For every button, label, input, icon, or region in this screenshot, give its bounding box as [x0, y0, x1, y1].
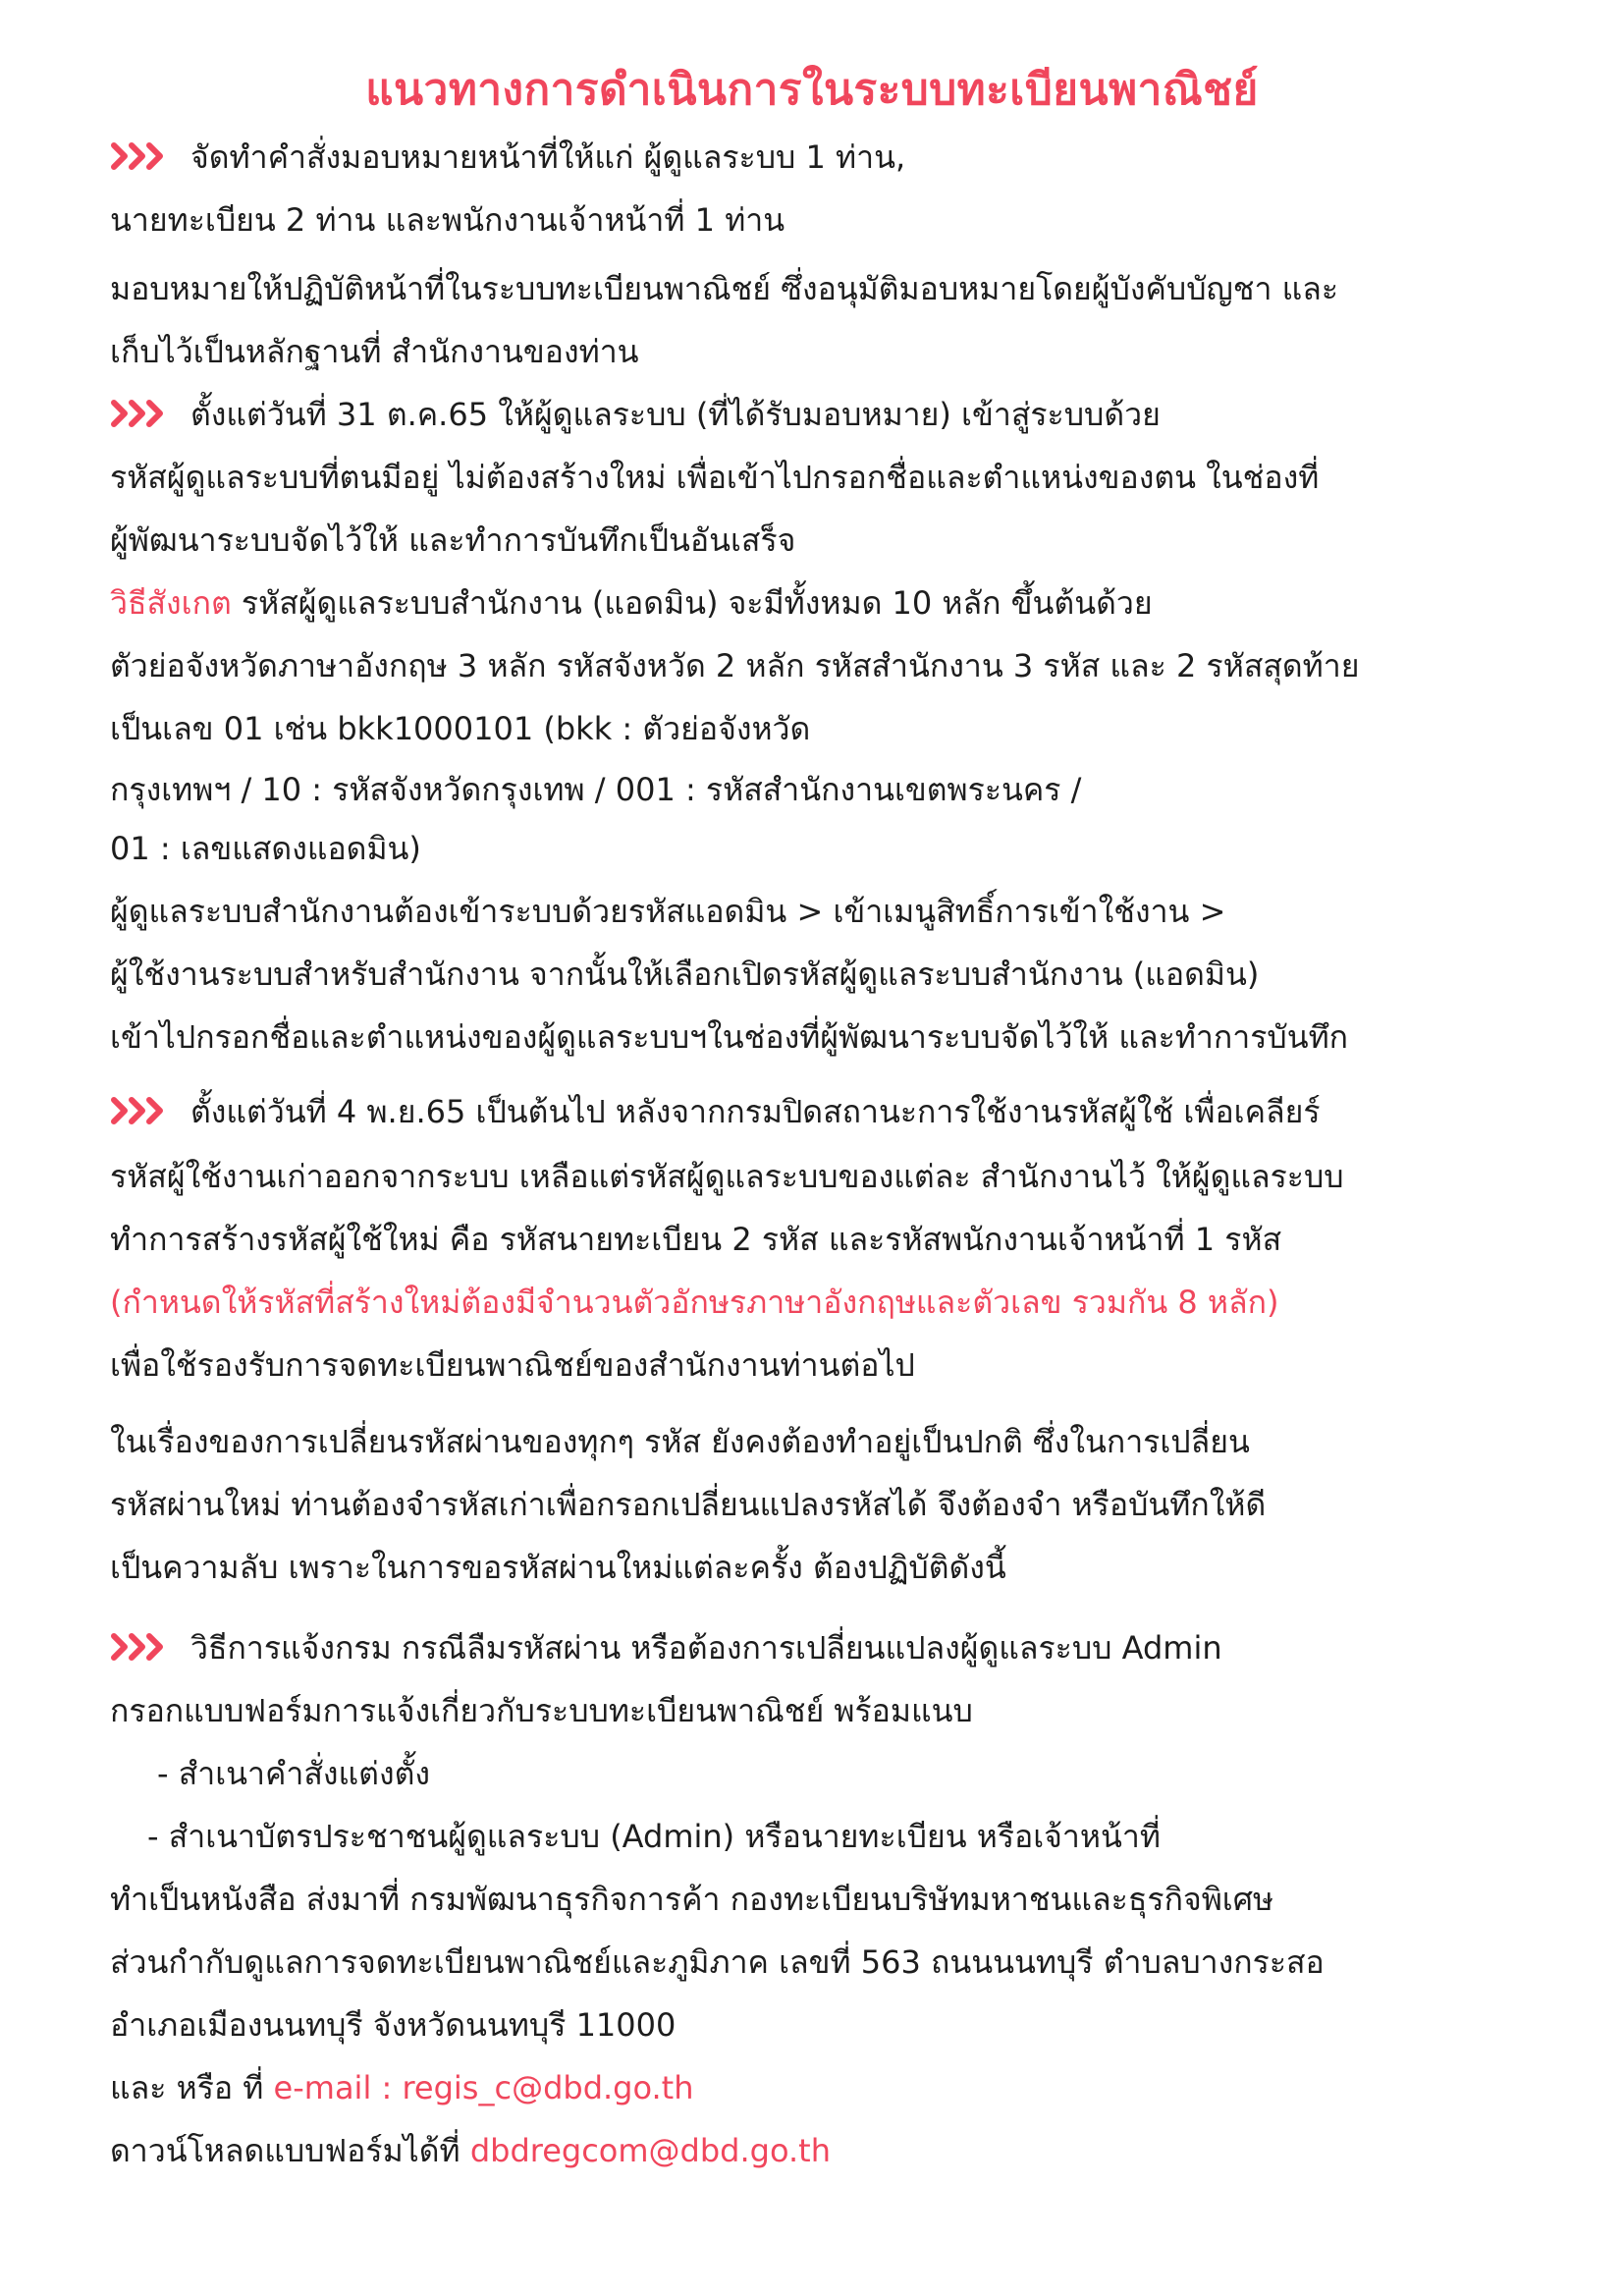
page-title: แนวทางการดำเนินการในระบบทะเบียนพาณิชย์ [365, 65, 1259, 115]
section2-line8: 01 : เลขแสดงแอดมิน) [110, 830, 421, 867]
section2-line9: ผู้ดูแลระบบสำนักงานต้องเข้าระบบด้วยรหัสแอดมิน > เข้าเมนูสิทธิ์การเข้าใช้งาน > [110, 893, 1226, 930]
section5-text-1: วิธีการแจ้งกรม กรณีลืมรหัสผ่าน หรือต้องการเปลี่ยนแปลงผู้ดูแลระบบ Admin [190, 1629, 1222, 1667]
download-email-link[interactable]: dbdregcom@dbd.go.th [469, 2132, 831, 2169]
email-link[interactable]: e-mail : regis_c@dbd.go.th [273, 2069, 694, 2106]
section5-line3: - สำเนาคำสั่งแต่งตั้ง [157, 1755, 430, 1792]
triple-chevron-right-icon [110, 1632, 173, 1662]
section1-line1 [110, 136, 905, 179]
section5-line2: กรอกแบบฟอร์มการแจ้งเกี่ยวกับระบบทะเบียนพาณิชย์ พร้อมแนบ [110, 1692, 973, 1729]
section2-line2: รหัสผู้ดูแลระบบที่ตนมีอยู่ ไม่ต้องสร้างใหม่ เพื่อเข้าไปกรอกชื่อและตำแหน่งของตน ในช่องที่ [110, 459, 1320, 496]
section2-line10: ผู้ใช้งานระบบสำหรับสำนักงาน จากนั้นให้เลือกเปิดรหัสผู้ดูแลระบบสำนักงาน (แอดมิน) [110, 956, 1260, 993]
section5-line5: ทำเป็นหนังสือ ส่งมาที่ กรมพัฒนาธุรกิจการค้า กองทะเบียนบริษัทมหาชนและธุรกิจพิเศษ [110, 1881, 1274, 1918]
section3-line1 [110, 1090, 1321, 1133]
section3-line4: (กำหนดให้รหัสที่สร้างใหม่ต้องมีจำนวนตัวอักษรภาษาอังกฤษและตัวเลข รวมกัน 8 หลัก) [110, 1284, 1279, 1321]
section5-line1 [110, 1626, 1222, 1669]
section2-line5: ตัวย่อจังหวัดภาษาอังกฤษ 3 หลัก รหัสจังหวัด 2 หลัก รหัสสำนักงาน 3 รหัส และ 2 รหัสสุดท้าย [110, 647, 1360, 684]
note-text: รหัสผู้ดูแลระบบสำนักงาน (แอดมิน) จะมีทั้งหมด 10 หลัก ขึ้นต้นด้วย [231, 584, 1153, 622]
section2-line3: ผู้พัฒนาระบบจัดไว้ให้ และทำการบันทึกเป็นอันเสร็จ [110, 521, 796, 559]
triple-chevron-right-icon [110, 399, 173, 428]
section5-line4: - สำเนาบัตรประชาชนผู้ดูแลระบบ (Admin) หรือนายทะเบียน หรือเจ้าหน้าที่ [147, 1818, 1161, 1855]
section2-line7: กรุงเทพฯ / 10 : รหัสจังหวัดกรุงเทพ / 001 : รหัสสำนักงานเขตพระนคร / [110, 771, 1082, 808]
section5-line9 [110, 2129, 831, 2172]
contact-prefix: และ หรือ ที่ [110, 2069, 274, 2106]
section3-text-1: ตั้งแต่วันที่ 4 พ.ย.65 เป็นต้นไป หลังจากกรมปิดสถานะการใช้งานรหัสผู้ใช้ เพื่อเคลียร์ [190, 1093, 1321, 1130]
section1-line2: นายทะเบียน 2 ท่าน และพนักงานเจ้าหน้าที่ 1 ท่าน [110, 201, 785, 239]
section1-line4: เก็บไว้เป็นหลักฐานที่ สำนักงานของท่าน [110, 333, 639, 370]
section4-line1: ในเรื่องของการเปลี่ยนรหัสผ่านของทุกๆ รหัส ยังคงต้องทำอยู่เป็นปกติ ซึ่งในการเปลี่ยน [110, 1423, 1250, 1460]
section2-line4 [110, 581, 1153, 625]
section5-line7: อำเภอเมืองนนทบุรี จังหวัดนนทบุรี 11000 [110, 2006, 677, 2044]
section4-line3: เป็นความลับ เพราะในการขอรหัสผ่านใหม่แต่ละครั้ง ต้องปฏิบัติดังนี้ [110, 1549, 1006, 1586]
section3-line5: เพื่อใช้รองรับการจดทะเบียนพาณิชย์ของสำนักงานท่านต่อไป [110, 1346, 915, 1384]
section2-text-1: ตั้งแต่วันที่ 31 ต.ค.65 ให้ผู้ดูแลระบบ (ที่ได้รับมอบหมาย) เข้าสู่ระบบด้วย [190, 396, 1161, 433]
note-label: วิธีสังเกต [110, 584, 232, 622]
section3-line3: ทำการสร้างรหัสผู้ใช้ใหม่ คือ รหัสนายทะเบียน 2 รหัส และรหัสพนักงานเจ้าหน้าที่ 1 รหัส [110, 1221, 1282, 1258]
download-prefix: ดาวน์โหลดแบบฟอร์มได้ที่ [110, 2132, 470, 2169]
triple-chevron-right-icon [110, 1096, 173, 1125]
section2-line1 [110, 393, 1161, 436]
section1-line3: มอบหมายให้ปฏิบัติหน้าที่ในระบบทะเบียนพาณิชย์ ซึ่งอนุมัติมอบหมายโดยผู้บังคับบัญชา และ [110, 270, 1339, 307]
section3-line2: รหัสผู้ใช้งานเก่าออกจากระบบ เหลือแต่รหัสผู้ดูแลระบบของแต่ละ สำนักงานไว้ ให้ผู้ดูแลระบบ [110, 1158, 1344, 1195]
triple-chevron-right-icon [110, 141, 173, 171]
section1-text-1: จัดทำคำสั่งมอบหมายหน้าที่ให้แก่ ผู้ดูแลระบบ 1 ท่าน, [190, 138, 906, 176]
section2-line6: เป็นเลข 01 เช่น bkk1000101 (bkk : ตัวย่อจังหวัด [110, 710, 811, 747]
section5-line8 [110, 2066, 694, 2109]
section4-line2: รหัสผ่านใหม่ ท่านต้องจำรหัสเก่าเพื่อกรอกเปลี่ยนแปลงรหัสได้ จึงต้องจำ หรือบันทึกให้ดี [110, 1486, 1267, 1523]
section2-line11: เข้าไปกรอกชื่อและตำแหน่งของผู้ดูแลระบบฯในช่องที่ผู้พัฒนาระบบจัดไว้ให้ และทำการบันทึก [110, 1018, 1349, 1056]
section5-line6: ส่วนกำกับดูแลการจดทะเบียนพาณิชย์และภูมิภาค เลขที่ 563 ถนนนนทบุรี ตำบลบางกระสอ [110, 1943, 1325, 1981]
